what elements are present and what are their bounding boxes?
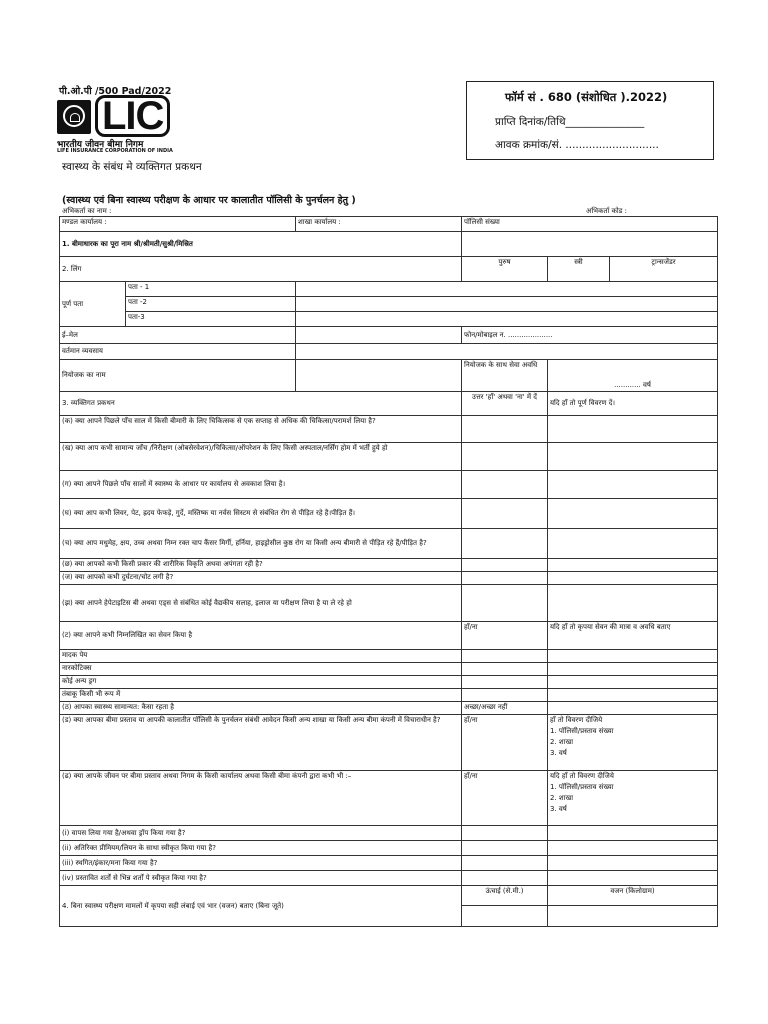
height-input[interactable]	[462, 906, 548, 927]
question-cha: (च) क्या आप मधुमेह, क्षय, उच्च अथवा निम्न रक्त चाप कैंसर मिर्गी, हर्निया, हाइड्रोसील कुष्ठ रोग या किसी अन्य बीमारी से पीड़ित रहे हैं/पीड़ित है?	[60, 529, 462, 559]
logo-text: LIC	[95, 94, 170, 138]
details-da-list: हाँ तो विवरण दीजिये 1. पॉलिसी/प्रस्ताव संख्या 2. शाखा 3. वर्ष	[548, 715, 718, 771]
details-tobacco-input[interactable]	[548, 689, 718, 702]
details-narcotics-input[interactable]	[548, 663, 718, 676]
measurements-question: 4. बिना स्वास्थ्य परीक्षण मामलों में कृपया सही लंबाई एवं भार (वजन) बताए (बिना जूते)	[60, 886, 462, 927]
substance-narcotics: नारकोटिक्स	[60, 663, 462, 676]
details-dha-list: यदि हाँ तो विवरण दीजिये 1. पॉलिसी/प्रस्ताव संख्या 2. शाखा 3. वर्ष	[548, 771, 718, 826]
answer-drug-input[interactable]	[462, 676, 548, 689]
form-subtitle: स्वास्थ्य के संबंध मे व्यक्तिगत प्रकथन	[62, 161, 202, 173]
height-label: ऊंचाई (से.मी.)	[462, 886, 548, 906]
weight-label: वजन (किलोग्राम)	[548, 886, 718, 906]
question-tha: (ठ) आपका स्वास्थ्य सामान्यत: कैसा रहता है	[60, 702, 462, 715]
details-alcohol-input[interactable]	[548, 650, 718, 663]
phone-field[interactable]: फोन/मोबाइल न. ....................	[462, 327, 718, 344]
details-i-input[interactable]	[548, 826, 718, 841]
details-tha-input[interactable]	[548, 702, 718, 715]
question-dha: (ढ) क्या आपके जीवन पर बीमा प्रस्ताव अथवा निगम के किसी कार्यालय अथवा किसी बीमा कंपनी द्वारा कभी भी :–	[60, 771, 462, 826]
lic-logo	[57, 94, 177, 156]
inward-number-field[interactable]: आवक क्रमांक/सं. ............................	[495, 139, 659, 151]
answer-i-input[interactable]	[462, 826, 548, 841]
agent-code-label: अभिकर्ता कोड :	[586, 207, 628, 215]
office-use-box	[466, 81, 714, 160]
question-chha: (छ) क्या आपको कभी किसी प्रकार की शारीरिक विकृति अथवा अपंगता रही है?	[60, 559, 462, 572]
gender-option-transgender[interactable]: ट्रान्सजेंडर	[610, 257, 718, 282]
details-jha-input[interactable]	[548, 585, 718, 622]
answer-dha-label[interactable]: हाँ/ना	[462, 771, 548, 826]
details-cha-input[interactable]	[548, 529, 718, 559]
answer-iii-input[interactable]	[462, 856, 548, 871]
full-name-input[interactable]	[462, 232, 718, 257]
service-years-field[interactable]: ............ वर्ष	[548, 360, 718, 392]
address-line-3-label: पता-3	[126, 312, 296, 327]
branch-office-field[interactable]: शाखा कार्यालय :	[296, 217, 462, 232]
answer-alcohol-input[interactable]	[462, 650, 548, 663]
answer-jha-input[interactable]	[462, 585, 548, 622]
substance-other-drug: कोई अन्य ड्रग	[60, 676, 462, 689]
form-number: फॉर्म सं . 680 (संशोधित ).2022)	[505, 90, 668, 104]
personal-statement-table	[59, 216, 718, 927]
details-ta-label: यदि हाँ तो कृपया सेवन की मात्रा व अवधि बताए	[548, 622, 718, 650]
logo-english-text: LIFE INSURANCE CORPORATION OF INDIA	[57, 148, 173, 154]
gender-option-male[interactable]: पुरुष	[462, 257, 548, 282]
answer-gha-input[interactable]	[462, 499, 548, 529]
address-line-1-input[interactable]	[296, 282, 718, 297]
answer-ii-input[interactable]	[462, 841, 548, 856]
occupation-input[interactable]	[296, 344, 718, 360]
gender-option-female[interactable]: स्त्री	[548, 257, 610, 282]
answer-chha-input[interactable]	[462, 559, 548, 572]
details-iv-input[interactable]	[548, 871, 718, 886]
details-column-header: यदि हाँ तो पूर्ण विवरण दें।	[548, 392, 718, 416]
details-drug-input[interactable]	[548, 676, 718, 689]
answer-ja-input[interactable]	[462, 572, 548, 585]
full-name-label: 1. बीमाधारक का पूरा नाम श्री/श्रीमती/सुश्री/मिस्रित	[60, 232, 462, 257]
details-ii-input[interactable]	[548, 841, 718, 856]
history-item-iii: (iii) स्थगित/इंकार/मना किया गया है?	[60, 856, 462, 871]
details-gha-input[interactable]	[548, 499, 718, 529]
question-ja: (ज) क्या आपको कभी दुर्घटना/चोट लगी है?	[60, 572, 462, 585]
details-ja-input[interactable]	[548, 572, 718, 585]
full-address-label: पूर्ण पता	[60, 282, 126, 327]
answer-ta-label: हाँ/ना	[462, 622, 548, 650]
history-item-i: (i) वापस लिया गया है/अथवा ड्रॉप किया गया है?	[60, 826, 462, 841]
details-kha-input[interactable]	[548, 443, 718, 471]
question-da: (ड) क्या आपका बीमा प्रस्ताव या आपकी कालातीत पॉलिसी के पुनर्चलन संबंधी आवेदन किसी अन्य शाखा या किसी अन्य बीमा कंपनी में विचाराधीन है?	[60, 715, 462, 771]
answer-narcotics-input[interactable]	[462, 663, 548, 676]
answer-tobacco-input[interactable]	[462, 689, 548, 702]
question-kha: (ख) क्या आप कभी सामान्य जाँच /निरीक्षण (ओबसेरवेशन)/चिकित्सा/ऑपरेशन के लिए किसी अस्पताल/नर्सिंग होम में भर्ती हुये हो	[60, 443, 462, 471]
gender-label: 2. लिंग	[60, 257, 462, 282]
policy-number-field[interactable]: पॉलिसी संख्या	[462, 217, 718, 232]
substance-alcohol: मादक पेय	[60, 650, 462, 663]
question-jha: (झ) क्या आपने हेपेटाइटिस बी अथवा एड्स से संबंधित कोई वैद्यकीय सलाह, इलाज या परीक्षण लिया है या ले रहे हो	[60, 585, 462, 622]
service-period-label: नियोजक के साथ सेवा अवधि	[462, 360, 548, 392]
history-item-ii: (ii) अतिरिक्त प्रीमियम/लियन के साथा स्वीकृत किया गया है?	[60, 841, 462, 856]
answer-column-header: उत्तर 'हाँ' अथवा 'ना' में दें	[462, 392, 548, 416]
answer-kha-input[interactable]	[462, 443, 548, 471]
address-line-3-input[interactable]	[296, 312, 718, 327]
question-ga: (ग) क्या आपने पिछले पाँच सालों में स्वास्थ्य के आधार पर कार्यालय से अवकाश लिया है।	[60, 471, 462, 499]
details-iii-input[interactable]	[548, 856, 718, 871]
email-input[interactable]	[296, 327, 462, 344]
agent-name-label: अभिकर्ता का नाम :	[62, 207, 112, 215]
history-item-iv: (iv) प्रस्तावित शर्तों से भिन्न शर्तों पे स्वीकृत किया गया है?	[60, 871, 462, 886]
answer-iv-input[interactable]	[462, 871, 548, 886]
statement-title: 3. व्यक्तिगत प्रकथन	[60, 392, 462, 416]
details-chha-input[interactable]	[548, 559, 718, 572]
answer-ka-input[interactable]	[462, 416, 548, 443]
address-line-2-label: पता -2	[126, 297, 296, 312]
details-ka-input[interactable]	[548, 416, 718, 443]
answer-ga-input[interactable]	[462, 471, 548, 499]
lic-emblem-icon	[57, 100, 91, 134]
weight-input[interactable]	[548, 906, 718, 927]
substance-tobacco: तंबाकू किसी भी रूप में	[60, 689, 462, 702]
form-heading: (स्वास्थ्य एवं बिना स्वास्थ्य परीक्षण के आधार पर कालातीत पॉलिसी के पुनर्चलन हेतु )	[62, 195, 356, 206]
receipt-date-field[interactable]: प्राप्ति दिनांक/तिथि_______________	[495, 116, 645, 128]
answer-da-label[interactable]: हाँ/ना	[462, 715, 548, 771]
answer-cha-input[interactable]	[462, 529, 548, 559]
address-line-1-label: पता - 1	[126, 282, 296, 297]
question-gha: (घ) क्या आप कभी लिवर, पेट, ह्रदय फेफड़े, गुर्दे, मस्तिष्क या नर्वस सिस्टम से संबंधित रोग से पीड़ित रहे है।पीड़ित हैं।	[60, 499, 462, 529]
form-reference: पी.ओ.पी /500 Pad/2022	[59, 86, 172, 97]
employer-label: नियोजक का नाम	[60, 360, 296, 392]
health-answer-option[interactable]: अच्छा/अच्छा नहीं	[462, 702, 548, 715]
email-label: ई–मेल	[60, 327, 296, 344]
question-ta: (ट) क्या आपने कभी निम्नलिखित का सेवन किया है	[60, 622, 462, 650]
logo-hindi-text: भारतीय जीवन बीमा निगम	[57, 140, 144, 150]
question-ka: (क) क्या आपने पिछले पाँच साल में किसी बीमारी के लिए चिकित्सक से एक सप्ताह से अधिक की चिकित्सा/परामर्श लिया है?	[60, 416, 462, 443]
division-office-field[interactable]: मण्डल कार्यालय :	[60, 217, 296, 232]
address-line-2-input[interactable]	[296, 297, 718, 312]
employer-input[interactable]	[296, 360, 462, 392]
occupation-label: वर्तमान व्यवसाय	[60, 344, 296, 360]
details-ga-input[interactable]	[548, 471, 718, 499]
